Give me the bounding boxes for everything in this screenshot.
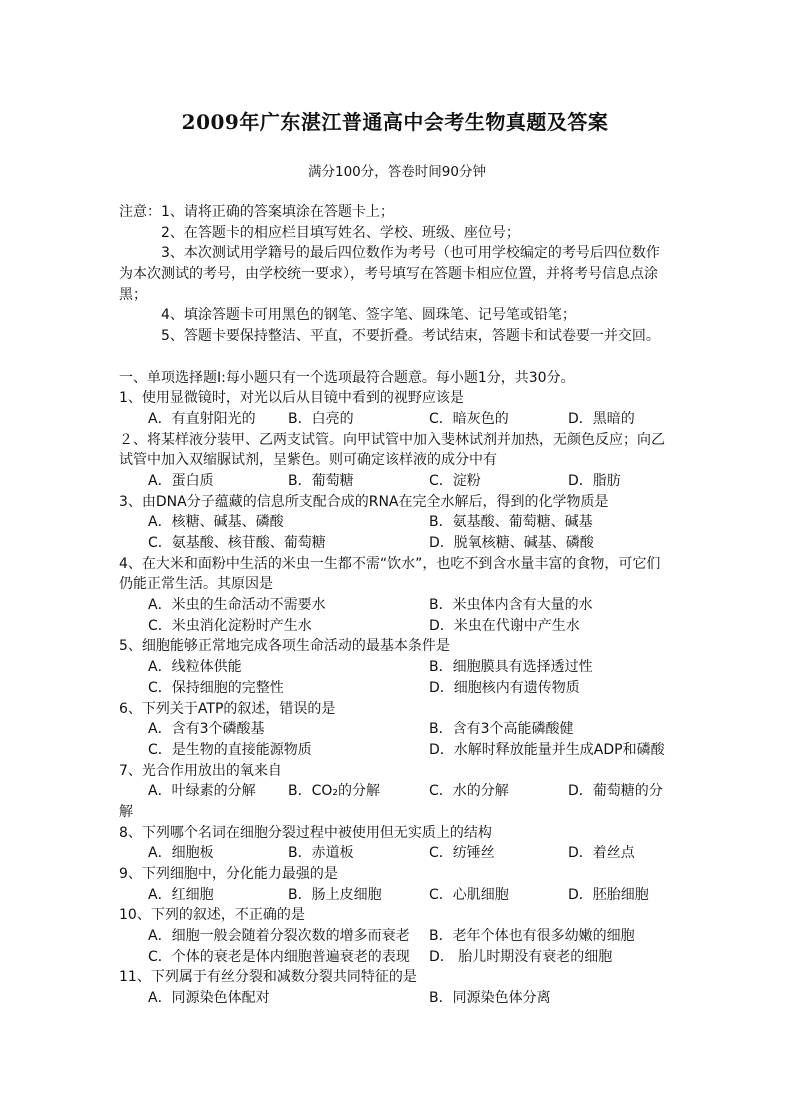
option-c: C．是生物的直接能源物质 — [148, 741, 312, 758]
option-b: B．赤道板 — [288, 845, 354, 862]
note-line — [119, 305, 669, 326]
section-heading — [119, 368, 669, 389]
question-stem — [119, 761, 669, 782]
option-d: D．水解时释放能量并生成ADP和磷酸 — [429, 741, 665, 758]
option-d: D．胚胎细胞 — [568, 886, 649, 903]
option-c: C．水的分解 — [429, 783, 509, 800]
option-a: A．含有3个磷酸基 — [148, 721, 265, 738]
question-stem — [119, 864, 669, 885]
exam-subtitle: 满分100分，答卷时间90分钟 — [308, 164, 486, 180]
option-b: B．同源染色体分离 — [429, 990, 551, 1007]
option-c: C．纺锤丝 — [429, 845, 495, 862]
option-d: D．米虫在代谢中产生水 — [429, 617, 580, 634]
option-c: C．个体的衰老是体内细胞普遍衰老的表现 — [148, 948, 410, 965]
option-row — [119, 678, 669, 699]
option-row — [119, 471, 669, 492]
option-b: B．肠上皮细胞 — [288, 886, 382, 903]
option-b: B．细胞膜具有选择透过性 — [429, 659, 593, 676]
option-b: B．含有3个高能磷酸健 — [429, 721, 574, 738]
option-a: A．同源染色体配对 — [148, 990, 270, 1007]
option-row — [119, 616, 669, 637]
question-stem-text: 7、光合作用放出的氧来自 — [119, 762, 282, 779]
option-row — [119, 533, 669, 554]
option-d: D．葡萄糖的分 — [568, 783, 663, 800]
option-c: C．暗灰色的 — [429, 410, 509, 427]
question-stem — [119, 492, 669, 513]
option-row — [119, 988, 669, 1009]
note-text: 为本次测试的考号，由学校统一要求），考号填写在答题卡相应位置，并将考号信息点涂 — [119, 266, 658, 283]
option-b: B．葡萄糖 — [288, 472, 354, 489]
option-b: B．老年个体也有很多幼嫩的细胞 — [429, 928, 635, 945]
option-row — [119, 885, 669, 906]
question-stem — [119, 450, 669, 471]
question-stem-text: 9、下列细胞中，分化能力最强的是 — [119, 866, 338, 882]
question-stem-text: 试管中加入双缩脲试剂，呈紫色。则可确定该样液的成分中有 — [119, 452, 497, 469]
note-line — [119, 285, 669, 306]
option-c: C．氨基酸、核苷酸、葡萄糖 — [148, 535, 326, 551]
document-body — [119, 202, 669, 1009]
question-stem — [119, 823, 669, 844]
question-stem — [119, 636, 669, 657]
option-a: A．米虫的生命活动不需要水 — [148, 597, 326, 614]
question-stem-text: 8、下列哪个名词在细胞分裂过程中被使用但无实质上的结构 — [119, 824, 492, 841]
note-line — [119, 243, 669, 264]
option-d: D．脱氧核糖、碱基、磷酸 — [429, 535, 594, 551]
question-stem — [119, 388, 669, 409]
option-c: C．心肌细胞 — [429, 886, 509, 903]
question-stem — [119, 905, 669, 926]
option-a: A．有直射阳光的 — [148, 410, 256, 427]
question-stem-text: 6、下列关于ATP的叙述，错误的是 — [119, 700, 336, 717]
note-text: 2、在答题卡的相应栏目填写姓名、学校、班级、座位号； — [161, 224, 520, 241]
option-d: D．脂肪 — [568, 472, 621, 489]
option-row — [119, 657, 669, 678]
option-d: D．着丝点 — [568, 845, 635, 862]
question-stem — [119, 574, 669, 595]
option-c: C．淀粉 — [429, 472, 481, 489]
section-heading-text: 一、单项选择题Ⅰ:每小题只有一个选项最符合题意。每小题1分，共30分。 — [119, 369, 575, 386]
note-line — [119, 223, 669, 244]
note-text: 5、答题卡要保持整洁、平直，不要折叠。考试结束，答题卡和试卷要一并交回。 — [161, 328, 660, 345]
option-row — [119, 512, 669, 533]
option-wrap-text: 解 — [119, 803, 133, 820]
option-wrap-line — [119, 802, 669, 823]
note-line — [119, 326, 669, 347]
option-a: A．蛋白质 — [148, 472, 214, 489]
question-stem-text: 1、使用显微镜时，对光以后从目镜中看到的视野应该是 — [119, 390, 464, 407]
option-a: A．线粒体供能 — [148, 659, 242, 676]
option-row — [119, 947, 669, 968]
question-stem-text: 4、在大米和面粉中生活的米虫一生都不需“饮水”，也吃不到含水量丰富的食物，可它们 — [119, 555, 661, 572]
question-stem — [119, 430, 669, 451]
option-row — [119, 926, 669, 947]
question-stem — [119, 699, 669, 720]
note-text: 黑； — [119, 286, 147, 303]
note-text: 3、本次测试用学籍号的最后四位数作为考号（也可用学校编定的考号后四位数作 — [161, 245, 660, 262]
question-stem-text: ２、将某样液分装甲、乙两支试管。向甲试管中加入斐林试剂并加热，无颜色反应；向乙 — [119, 431, 665, 448]
question-stem-text: 3、由DNA分子蕴藏的信息所支配合成的RNA在完全水解后，得到的化学物质是 — [119, 493, 609, 510]
option-row — [119, 409, 669, 430]
option-c: C．保持细胞的完整性 — [148, 679, 284, 696]
question-stem-text: 10、下列的叙述，不正确的是 — [119, 907, 305, 924]
option-c: C．米虫消化淀粉时产生水 — [148, 617, 312, 634]
option-row — [119, 595, 669, 616]
option-a: A．细胞一般会随着分裂次数的增多而衰老 — [148, 928, 410, 945]
option-d: D． 胎儿时期没有衰老的细胞 — [429, 948, 613, 965]
question-stem — [119, 967, 669, 988]
option-a: A．红细胞 — [148, 886, 214, 903]
question-stem-text: 11、下列属于有丝分裂和减数分裂共同特征的是 — [119, 969, 417, 986]
option-b: B．CO₂的分解 — [288, 783, 381, 800]
option-b: B．米虫体内含有大量的水 — [429, 597, 593, 614]
question-stem — [119, 554, 669, 575]
option-b: B．白亮的 — [288, 410, 354, 427]
option-d: D．细胞核内有遗传物质 — [429, 679, 580, 696]
option-row — [119, 719, 669, 740]
option-row — [119, 740, 669, 761]
option-row — [119, 781, 669, 802]
option-d: D．黑暗的 — [568, 410, 635, 427]
option-a: A．细胞板 — [148, 845, 214, 862]
question-stem-text: 仍能正常生活。其原因是 — [119, 576, 273, 593]
option-a: A．叶绿素的分解 — [148, 783, 256, 800]
note-text: 4、填涂答题卡可用黑色的钢笔、签字笔、圆珠笔、记号笔或铅笔； — [161, 307, 576, 324]
note-line — [119, 202, 669, 223]
note-text: 注意：1、请将正确的答案填涂在答题卡上； — [119, 204, 394, 220]
option-a: A．核糖、碱基、磷酸 — [148, 514, 284, 531]
option-row — [119, 843, 669, 864]
question-stem-text: 5、细胞能够正常地完成各项生命活动的最基本条件是 — [119, 638, 450, 655]
document-title: 2009年广东湛江普通高中会考生物真题及答案 — [181, 110, 609, 134]
note-line — [119, 264, 669, 285]
option-b: B．氨基酸、葡萄糖、碱基 — [429, 514, 593, 531]
blank-line — [119, 347, 669, 368]
